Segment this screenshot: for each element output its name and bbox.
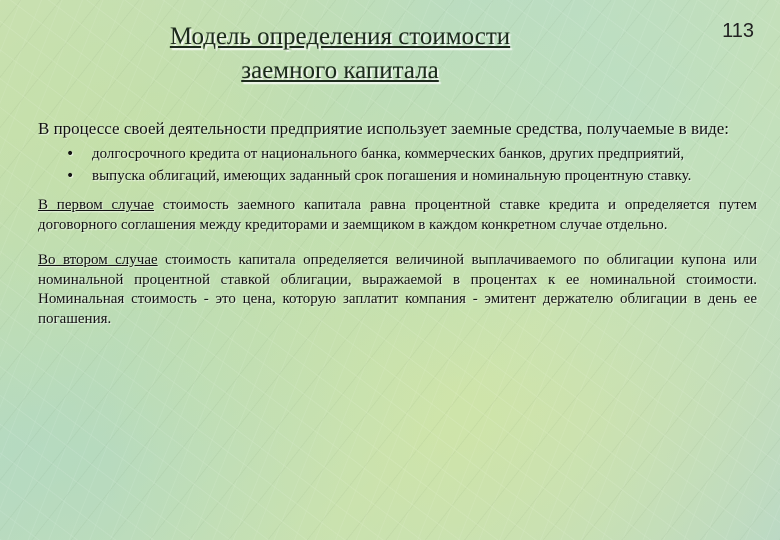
bullet-text: долгосрочного кредита от национального банка, коммерческих банков, других предприятий, xyxy=(92,146,685,162)
bullet-item xyxy=(38,145,757,164)
page-number: 113 xyxy=(722,20,754,42)
bullet-dot-icon: • xyxy=(66,146,75,162)
first-case-lead: В первом случае xyxy=(38,197,154,213)
bullet-item xyxy=(38,167,757,186)
intro-paragraph: В процессе своей деятельности предприятие использует заемные средства, получаемые в виде: xyxy=(38,119,729,138)
second-case-paragraph xyxy=(38,251,757,329)
second-case-text: стоимость капитала определяется величиной выплачиваемого по облигации купона или номинальной процентной ставкой облигации, выражаемой в процентах к ее номинальной стоимости. Номинальная стоимость - это цена, которую заплатит компания - эмитент держателю облигации в день ее погашения. xyxy=(38,252,757,327)
first-case-paragraph xyxy=(38,196,757,235)
slide-content xyxy=(38,118,757,329)
bullet-list xyxy=(38,145,757,186)
second-case-lead: Во втором случае xyxy=(38,252,158,268)
title-line-1: Модель определения стоимости xyxy=(169,23,511,50)
slide-title xyxy=(60,20,620,88)
bullet-dot-icon: • xyxy=(66,168,75,184)
bullet-text: выпуска облигаций, имеющих заданный срок погашения и номинальную процентную ставку. xyxy=(92,168,692,184)
title-line-2: заемного капитала xyxy=(241,57,439,84)
first-case-text: стоимость заемного капитала равна процентной ставке кредита и определяется путем договорного соглашения между кредиторами и заемщиком в каждом конкретном случае отдельно. xyxy=(38,197,757,233)
